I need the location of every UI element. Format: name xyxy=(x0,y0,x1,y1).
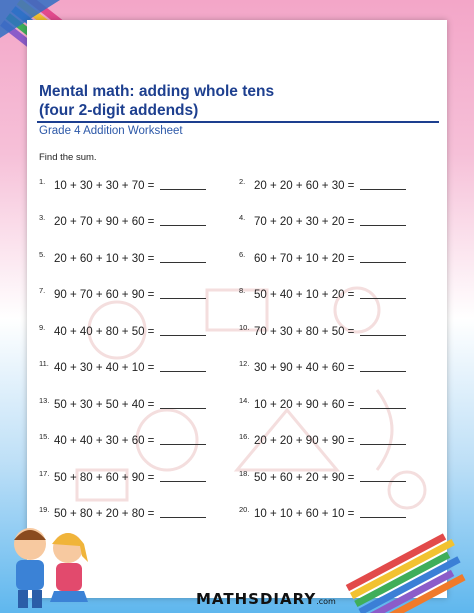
answer-blank[interactable] xyxy=(360,408,406,409)
brand-name: MATHSDIARY xyxy=(196,590,317,608)
problem-number: 4. xyxy=(239,213,246,222)
problem-17 xyxy=(39,468,206,484)
problem-5 xyxy=(39,249,206,265)
title-line-1: Mental math: adding whole tens xyxy=(39,83,275,100)
problem-9 xyxy=(39,322,206,338)
problem-6 xyxy=(239,249,406,265)
problem-expression: 60 + 70 + 10 + 20 = xyxy=(254,253,355,265)
answer-blank[interactable] xyxy=(160,189,206,190)
problem-expression: 20 + 60 + 10 + 30 = xyxy=(54,253,155,265)
problem-number: 17. xyxy=(39,469,50,478)
answer-blank[interactable] xyxy=(160,371,206,372)
answer-blank[interactable] xyxy=(360,335,406,336)
problem-number: 20. xyxy=(239,505,250,514)
problem-expression: 40 + 30 + 40 + 10 = xyxy=(54,362,155,374)
answer-blank[interactable] xyxy=(360,371,406,372)
brand-logo xyxy=(196,590,336,608)
answer-blank[interactable] xyxy=(160,298,206,299)
worksheet-page xyxy=(27,20,447,598)
problem-expression: 50 + 60 + 20 + 90 = xyxy=(254,472,355,484)
problem-number: 15. xyxy=(39,432,50,441)
problem-15 xyxy=(39,431,206,447)
problem-number: 1. xyxy=(39,177,46,186)
problem-expression: 10 + 10 + 60 + 10 = xyxy=(254,508,355,520)
problem-number: 2. xyxy=(239,177,246,186)
problem-number: 10. xyxy=(239,323,250,332)
problem-expression: 30 + 90 + 40 + 60 = xyxy=(254,362,355,374)
problem-number: 13. xyxy=(39,396,50,405)
problem-number: 16. xyxy=(239,432,250,441)
problem-expression: 20 + 70 + 90 + 60 = xyxy=(54,216,155,228)
answer-blank[interactable] xyxy=(160,481,206,482)
worksheet-title xyxy=(39,82,274,120)
answer-blank[interactable] xyxy=(360,262,406,263)
problem-expression: 20 + 20 + 90 + 90 = xyxy=(254,435,355,447)
problem-18 xyxy=(239,468,406,484)
answer-blank[interactable] xyxy=(360,481,406,482)
problem-expression: 40 + 40 + 30 + 60 = xyxy=(54,435,155,447)
problem-10 xyxy=(239,322,406,338)
problem-number: 6. xyxy=(239,250,246,259)
problem-4 xyxy=(239,212,406,228)
problem-number: 14. xyxy=(239,396,250,405)
problem-number: 19. xyxy=(39,505,50,514)
title-divider xyxy=(37,121,439,123)
problem-number: 5. xyxy=(39,250,46,259)
problem-12 xyxy=(239,358,406,374)
problem-11 xyxy=(39,358,206,374)
problem-expression: 50 + 30 + 50 + 40 = xyxy=(54,399,155,411)
answer-blank[interactable] xyxy=(360,225,406,226)
problem-number: 12. xyxy=(239,359,250,368)
problem-14 xyxy=(239,395,406,411)
instructions: Find the sum. xyxy=(39,152,97,163)
problem-expression: 70 + 20 + 30 + 20 = xyxy=(254,216,355,228)
pencils-bottom-right-icon xyxy=(344,528,474,613)
problem-13 xyxy=(39,395,206,411)
problem-expression: 50 + 80 + 60 + 90 = xyxy=(54,472,155,484)
brand-tld: .com xyxy=(316,597,336,606)
problem-number: 9. xyxy=(39,323,46,332)
problem-number: 3. xyxy=(39,213,46,222)
problem-7 xyxy=(39,285,206,301)
title-line-2: (four 2-digit addends) xyxy=(39,102,199,119)
problem-expression: 10 + 20 + 90 + 60 = xyxy=(254,399,355,411)
problem-expression: 70 + 30 + 80 + 50 = xyxy=(254,326,355,338)
answer-blank[interactable] xyxy=(360,517,406,518)
problem-expression: 10 + 30 + 30 + 70 = xyxy=(54,180,155,192)
problem-20 xyxy=(239,504,406,520)
problem-number: 11. xyxy=(39,359,49,368)
problem-8 xyxy=(239,285,406,301)
problem-number: 18. xyxy=(239,469,250,478)
kids-illustration-icon xyxy=(2,522,97,610)
problem-number: 7. xyxy=(39,286,46,295)
problem-2 xyxy=(239,176,406,192)
worksheet-subtitle: Grade 4 Addition Worksheet xyxy=(39,125,183,137)
problem-expression: 90 + 70 + 60 + 90 = xyxy=(54,289,155,301)
answer-blank[interactable] xyxy=(160,444,206,445)
answer-blank[interactable] xyxy=(360,298,406,299)
problem-expression: 50 + 80 + 20 + 80 = xyxy=(54,508,155,520)
answer-blank[interactable] xyxy=(160,335,206,336)
problem-expression: 40 + 40 + 80 + 50 = xyxy=(54,326,155,338)
problem-1 xyxy=(39,176,206,192)
problem-16 xyxy=(239,431,406,447)
answer-blank[interactable] xyxy=(360,444,406,445)
problem-number: 8. xyxy=(239,286,246,295)
answer-blank[interactable] xyxy=(160,517,206,518)
problem-expression: 50 + 40 + 10 + 20 = xyxy=(254,289,355,301)
problem-3 xyxy=(39,212,206,228)
answer-blank[interactable] xyxy=(160,262,206,263)
answer-blank[interactable] xyxy=(360,189,406,190)
answer-blank[interactable] xyxy=(160,225,206,226)
problem-19 xyxy=(39,504,206,520)
answer-blank[interactable] xyxy=(160,408,206,409)
problem-expression: 20 + 20 + 60 + 30 = xyxy=(254,180,355,192)
